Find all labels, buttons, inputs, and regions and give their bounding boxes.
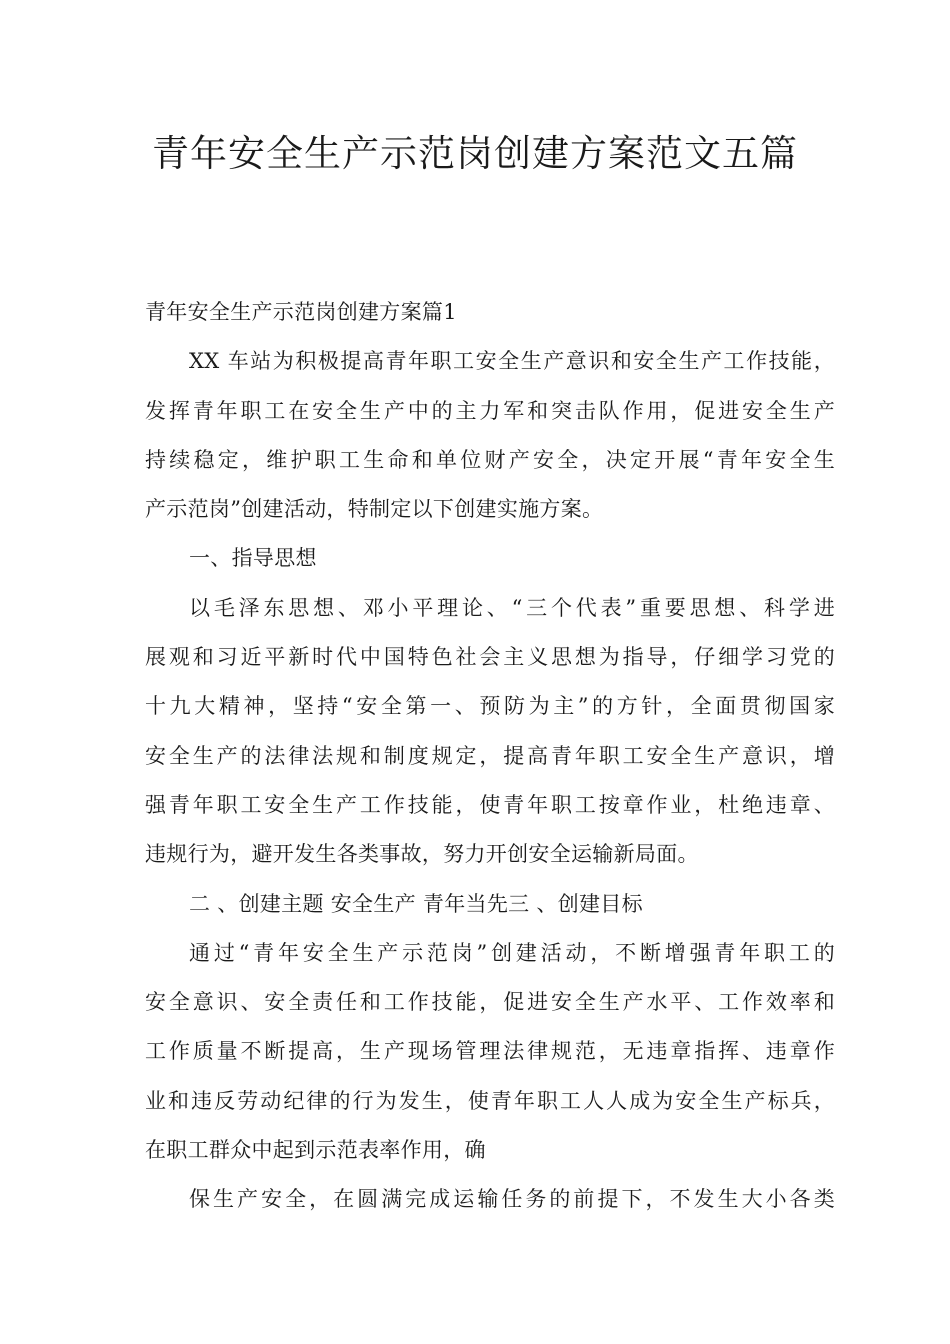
body-line: XX 车站为积极提高青年职工安全生产意识和安全生产工作技能， (189, 349, 835, 374)
body-line: 通过“青年安全生产示范岗”创建活动，不断增强青年职工的 (189, 940, 835, 965)
body-line: 产示范岗”创建活动，特制定以下创建实施方案。 (145, 497, 604, 522)
body-line: 违规行为，避开发生各类事故，努力开创安全运输新局面。 (145, 842, 699, 867)
body-line: 安全生产的法律法规和制度规定，提高青年职工安全生产意识，增 (145, 743, 835, 768)
body-line: 在职工群众中起到示范表率作用，确 (145, 1138, 486, 1163)
body-line: 发挥青年职工在安全生产中的主力军和突击队作用，促进安全生产 (145, 398, 835, 423)
body-line: 十九大精神，坚持“安全第一、预防为主”的方针，全面贯彻国家 (145, 694, 835, 719)
body-line: 以毛泽东思想、邓小平理论、“三个代表”重要思想、科学进 (189, 595, 835, 620)
body-line: 保生产安全，在圆满完成运输任务的前提下，不发生大小各类 (189, 1187, 835, 1212)
body-line: 强青年职工安全生产工作技能，使青年职工按章作业，杜绝违章、 (145, 792, 835, 817)
body-line: 二 、创建主题 安全生产 青年当先三 、创建目标 (189, 891, 643, 916)
body-line: 工作质量不断提高，生产现场管理法律规范，无违章指挥、违章作 (145, 1039, 835, 1064)
body-line: 安全意识、安全责任和工作技能，促进安全生产水平、工作效率和 (145, 990, 835, 1015)
body-line: 业和违反劳动纪律的行为发生，使青年职工人人成为安全生产标兵， (145, 1088, 835, 1113)
document-body (145, 288, 835, 1225)
body-line: 青年安全生产示范岗创建方案篇1 (145, 300, 457, 324)
document-title: 青年安全生产示范岗创建方案范文五篇 (152, 132, 798, 175)
body-line: 持续稳定，维护职工生命和单位财产安全，决定开展“青年安全生 (145, 447, 835, 472)
body-line: 展观和习近平新时代中国特色社会主义思想为指导，仔细学习党的 (145, 645, 835, 670)
body-line: 一、指导思想 (189, 546, 317, 571)
